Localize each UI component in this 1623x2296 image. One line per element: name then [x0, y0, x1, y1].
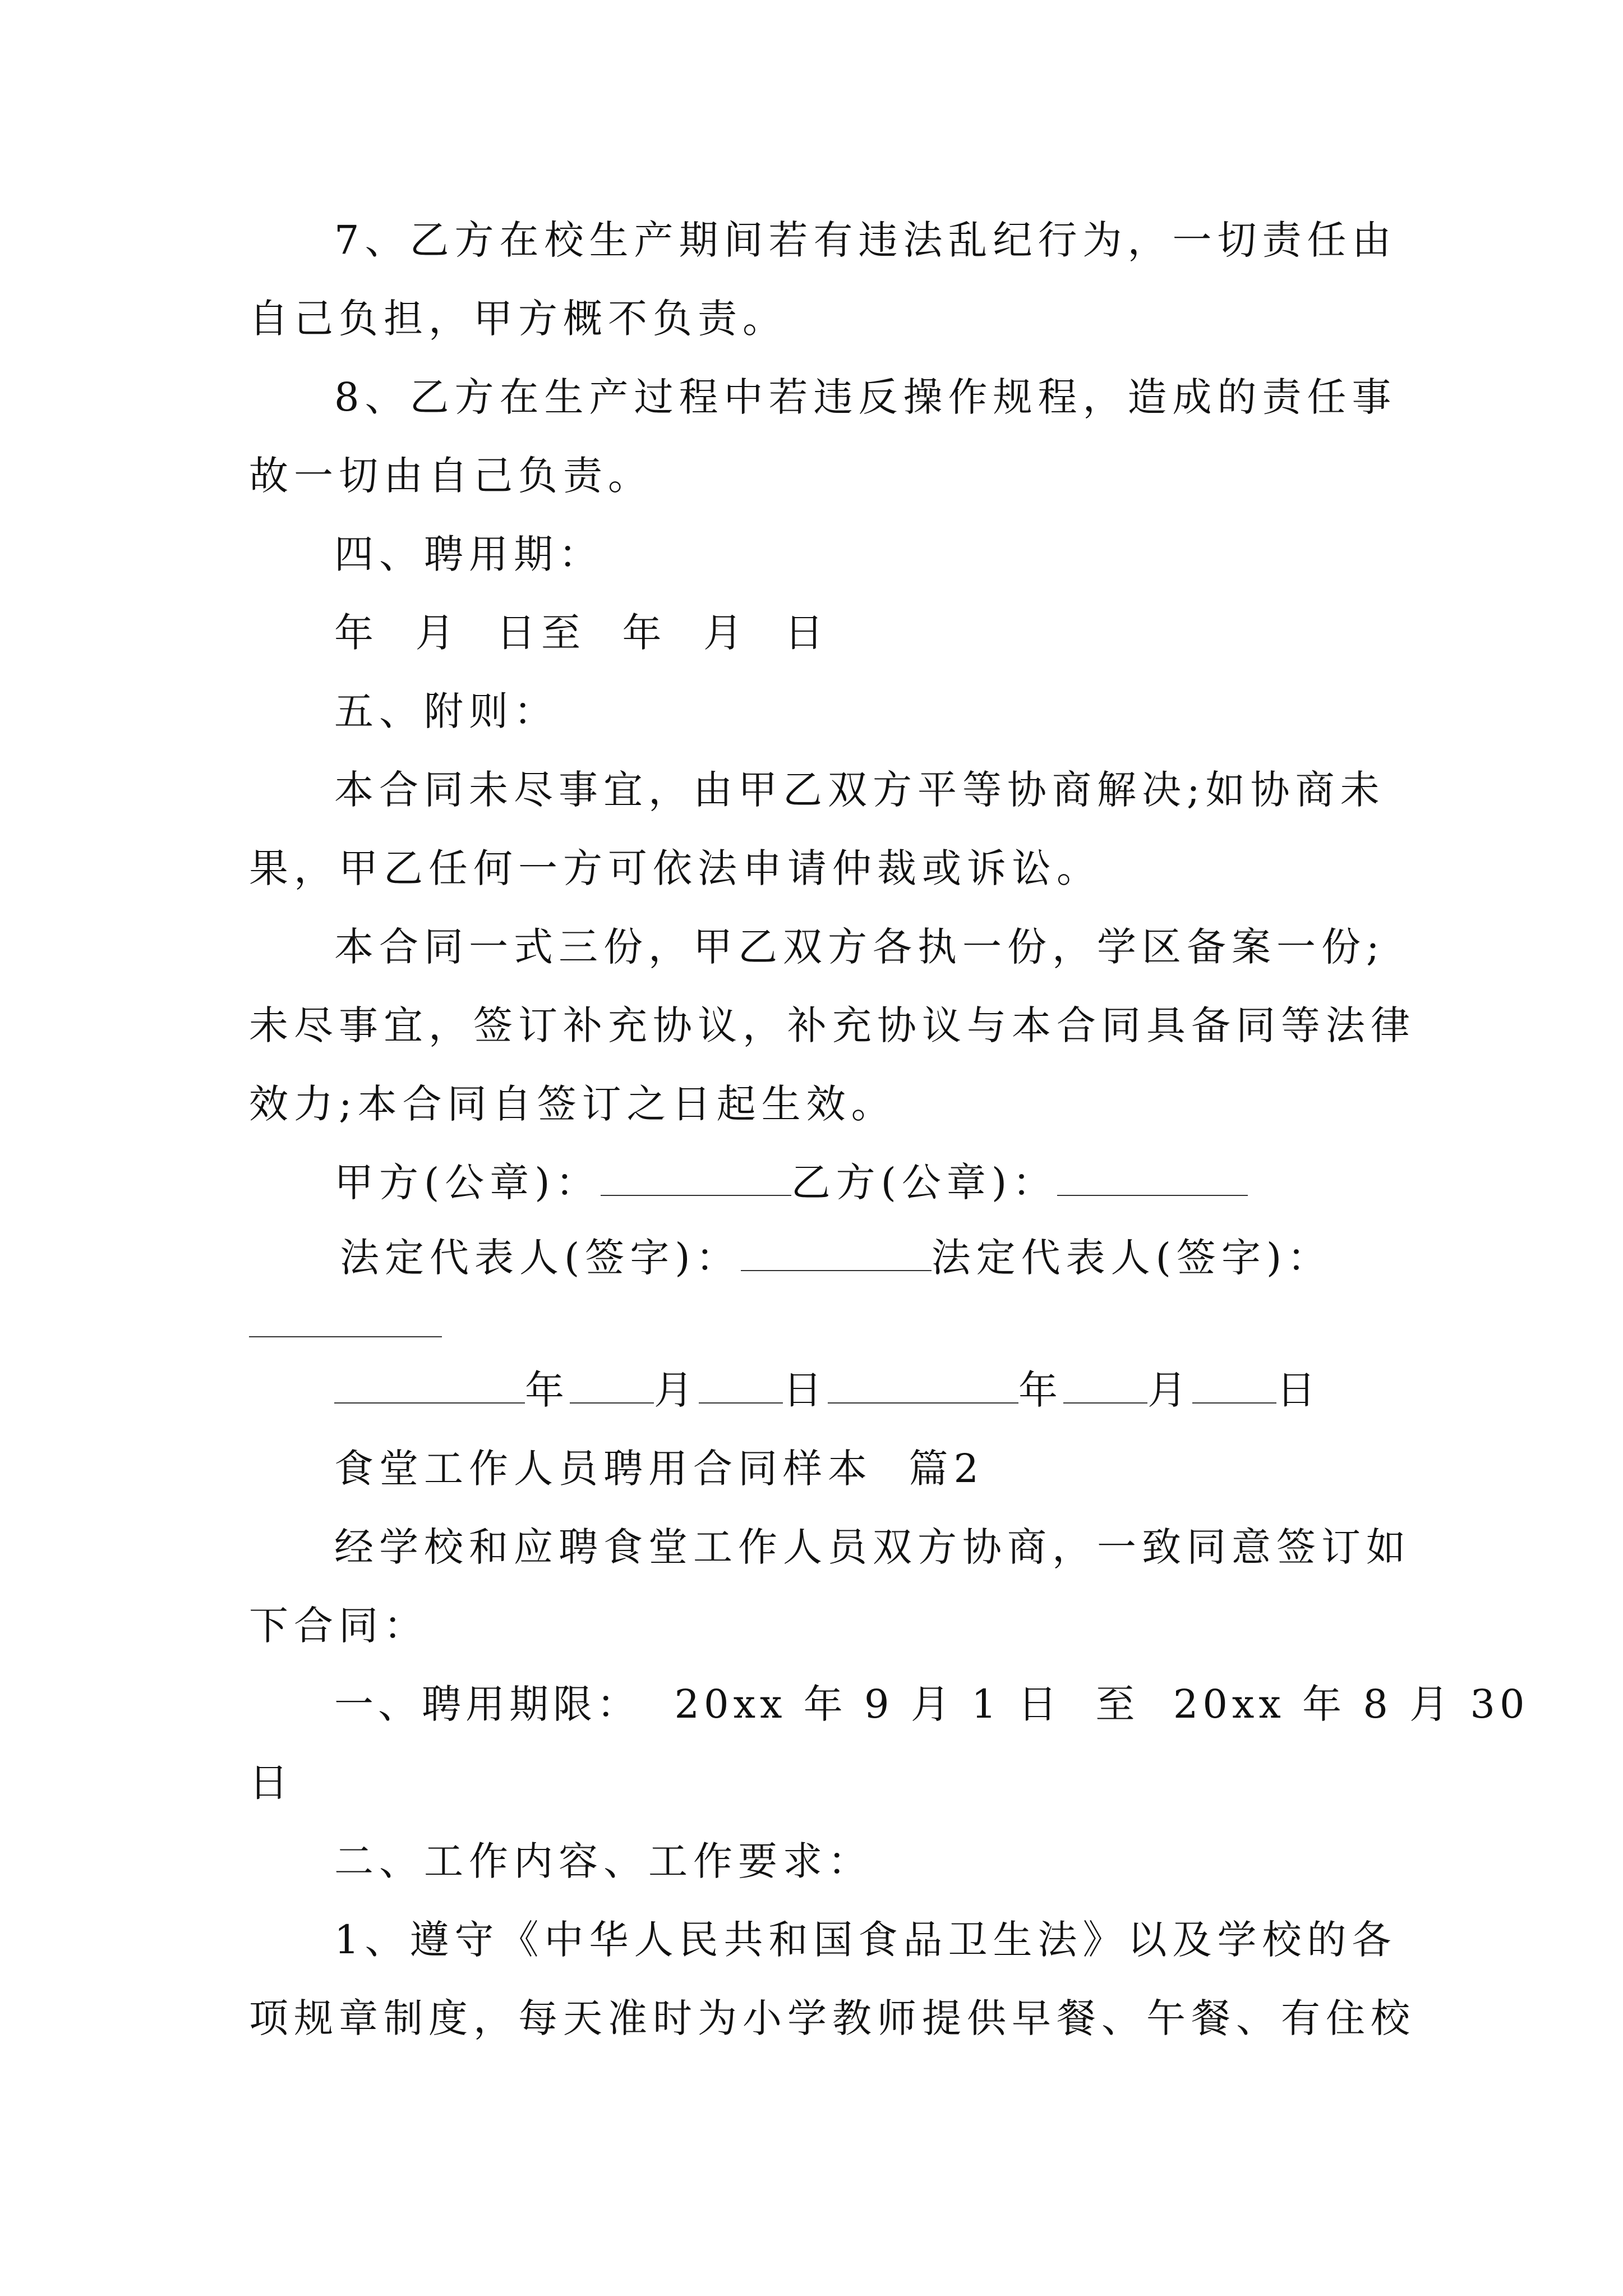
date-line: [334, 1362, 1321, 1418]
employment-period: 年 月 日至 年 月 日: [334, 610, 829, 656]
day-label-1: 日: [783, 1367, 828, 1413]
section-5-title: 五、附则：: [334, 688, 559, 734]
clause-7-line-1: 7、乙方在校生产期间若有违法乱纪行为，一切责任由: [334, 217, 1397, 263]
party-a-seal-label: 甲方(公章)：: [334, 1159, 601, 1205]
clause-8-line-1: 8、乙方在生产过程中若违反操作规程，造成的责任事: [334, 374, 1397, 420]
item-1-line-2: 项规章制度，每天准时为小学教师提供早餐、午餐、有住校: [249, 1995, 1415, 2041]
rule-2-line-2: 未尽事宜，签订补充协议，补充协议与本合同具备同等法律: [249, 1002, 1415, 1048]
clause-7-line-2: 自己负担，甲方概不负责。: [249, 296, 787, 342]
year-label-2: 年: [1018, 1367, 1063, 1413]
party-a-seal-blank[interactable]: [601, 1161, 791, 1196]
month-label-2: 月: [1147, 1367, 1192, 1413]
month-label-1: 月: [654, 1367, 699, 1413]
rule-2-line-1: 本合同一式三份，甲乙双方各执一份，学区备案一份;: [334, 924, 1385, 970]
term-line-1: 一、聘用期限： 20xx 年 9 月 1 日 至 20xx 年 8 月 30: [334, 1681, 1529, 1727]
rep-a-label: 法定代表人(签字)：: [340, 1235, 741, 1281]
year-blank-1[interactable]: [334, 1369, 525, 1404]
representative-line: [340, 1230, 1332, 1286]
item-1-line-1: 1、遵守《中华人民共和国食品卫生法》以及学校的各: [334, 1917, 1397, 1963]
rep-b-blank[interactable]: [249, 1336, 442, 1337]
intro-line-2: 下合同：: [249, 1603, 428, 1649]
intro-line-1: 经学校和应聘食堂工作人员双方协商，一致同意签订如: [334, 1524, 1411, 1570]
rule-1-line-1: 本合同未尽事宜，由甲乙双方平等协商解决;如协商未: [334, 767, 1385, 813]
article-2-title: 食堂工作人员聘用合同样本 篇2: [334, 1446, 985, 1492]
year-label-1: 年: [525, 1367, 570, 1413]
month-blank-1[interactable]: [570, 1369, 654, 1404]
section-2-title: 二、工作内容、工作要求：: [334, 1838, 873, 1884]
party-b-seal-blank[interactable]: [1057, 1161, 1248, 1196]
month-blank-2[interactable]: [1063, 1369, 1147, 1404]
year-blank-2[interactable]: [828, 1369, 1018, 1404]
term-line-2: 日: [249, 1760, 294, 1806]
rep-b-label: 法定代表人(签字)：: [931, 1235, 1332, 1281]
rep-a-blank[interactable]: [741, 1236, 932, 1271]
day-blank-1[interactable]: [699, 1369, 783, 1404]
day-blank-2[interactable]: [1192, 1369, 1276, 1404]
party-b-seal-label: 乙方(公章)：: [791, 1159, 1058, 1205]
day-label-2: 日: [1276, 1367, 1321, 1413]
section-4-title: 四、聘用期：: [334, 531, 603, 577]
clause-8-line-2: 故一切由自己负责。: [249, 453, 653, 499]
rule-2-line-3: 效力;本合同自签订之日起生效。: [249, 1081, 896, 1127]
rule-1-line-2: 果，甲乙任何一方可依法申请仲裁或诉讼。: [249, 845, 1101, 891]
seal-line: [334, 1154, 1248, 1211]
